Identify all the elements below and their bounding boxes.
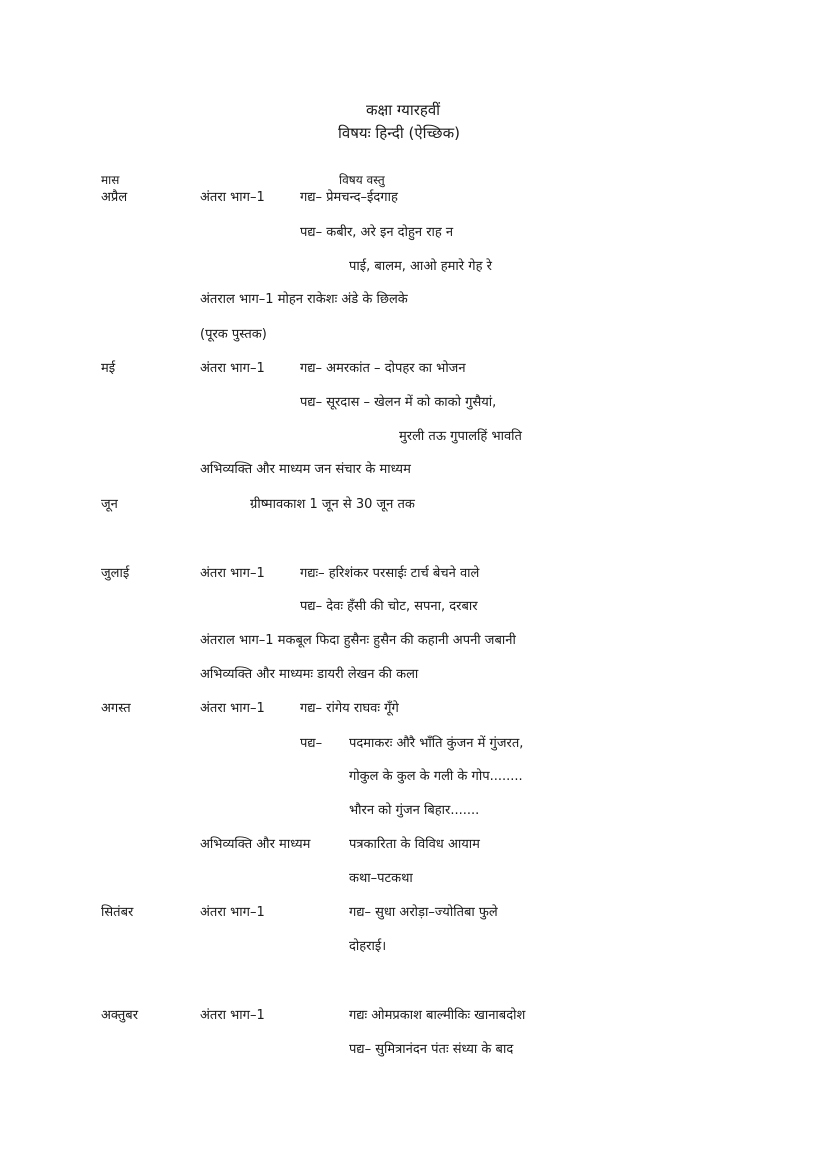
syllabus-line: मुरली तऊ गुपालहिं भावति — [399, 429, 522, 444]
syllabus-line: दोहराई। — [349, 939, 387, 954]
month-september: सितंबर — [101, 905, 134, 920]
content-column-header: विषय वस्तु — [339, 173, 385, 187]
month-august: अगस्त — [101, 701, 131, 716]
book-name: अंतरा भाग–1 — [200, 190, 265, 205]
syllabus-line: भौरन को गुंजन बिहार....... — [349, 803, 480, 818]
month-june: जून — [101, 497, 118, 512]
syllabus-line: गद्यः– हरिशंकर परसाईः टार्च बेचने वाले — [300, 566, 480, 581]
syllabus-line: पद्य– कबीर, अरे इन दोहुन राह न — [300, 225, 454, 240]
book-name: अंतरा भाग–1 — [200, 905, 265, 920]
book-name: अंतरा भाग–1 — [200, 1008, 265, 1023]
syllabus-line: गद्य– प्रेमचन्द–ईदगाह — [300, 190, 398, 205]
class-title: कक्षा ग्यारहवीं — [366, 101, 441, 119]
syllabus-line: कथा–पटकथा — [349, 871, 413, 886]
syllabus-line: अभिव्यक्ति और माध्यम — [200, 837, 311, 852]
syllabus-line: ग्रीष्मावकाश 1 जून से 30 जून तक — [250, 497, 415, 512]
syllabus-line: अंतराल भाग–1 मकबूल फिदा हुसैनः हुसैन की कहानी अपनी जबानी — [200, 633, 516, 648]
syllabus-line: अंतराल भाग–1 मोहन राकेशः अंडे के छिलके — [200, 292, 408, 307]
book-name: अंतरा भाग–1 — [200, 566, 265, 581]
month-april: अप्रैल — [101, 190, 128, 205]
syllabus-line: गद्य– अमरकांत – दोपहर का भोजन — [300, 361, 466, 376]
syllabus-line: अभिव्यक्ति और माध्यम जन संचार के माध्यम — [200, 462, 411, 477]
syllabus-line: पद्य– सूरदास – खेलन में को काको गुसैयां, — [300, 395, 497, 410]
syllabus-line: गद्य– सुधा अरोड़ा–ज्योतिबा फुले — [349, 905, 498, 920]
syllabus-line: पाई, बालम, आओ हमारे गेह रे — [349, 259, 492, 274]
syllabus-line: पद्य– देवः हँसी की चोट, सपना, दरबार — [300, 599, 478, 614]
book-name: अंतरा भाग–1 — [200, 361, 265, 376]
syllabus-line: पत्रकारिता के विविध आयाम — [349, 837, 480, 852]
syllabus-line: पद्य– सुमित्रानंदन पंतः संध्या के बाद — [349, 1042, 514, 1057]
subject-title: विषयः हिन्दी (ऐच्छिक) — [338, 124, 460, 142]
syllabus-line: अभिव्यक्ति और माध्यमः डायरी लेखन की कला — [200, 667, 419, 682]
syllabus-line: गोकुल के कुल के गली के गोप........ — [349, 769, 523, 784]
month-july: जुलाई — [101, 566, 130, 581]
book-name: अंतरा भाग–1 — [200, 701, 265, 716]
month-october: अक्तुबर — [101, 1008, 139, 1023]
month-may: मई — [101, 361, 116, 376]
syllabus-line: (पूरक पुस्तक) — [200, 327, 267, 342]
syllabus-line: पदमाकरः औरै भाँति कुंजन में गुंजरत, — [349, 736, 524, 751]
syllabus-line: गद्यः ओमप्रकाश बाल्मीकिः खानाबदोश — [349, 1008, 526, 1023]
month-column-header: मास — [101, 173, 120, 187]
syllabus-line: पद्य– — [300, 736, 323, 751]
syllabus-line: गद्य– रांगेय राघवः गूँगे — [300, 701, 399, 716]
